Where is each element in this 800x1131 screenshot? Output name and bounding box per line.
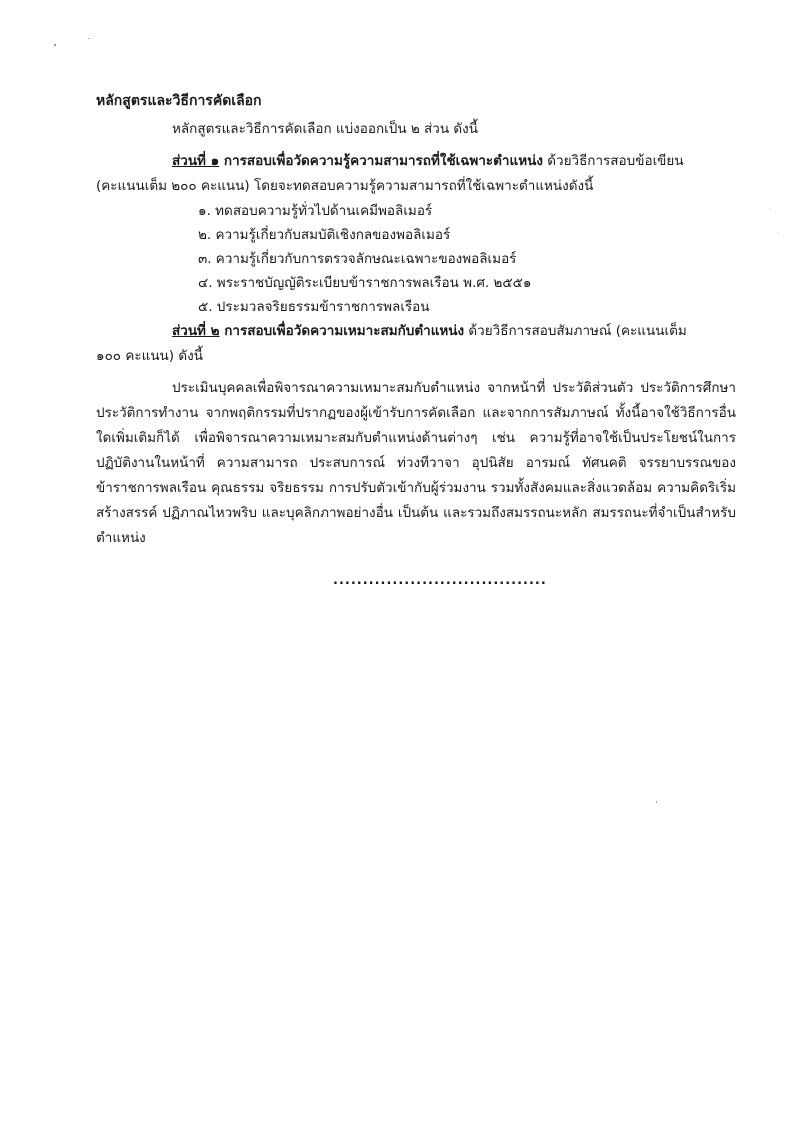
section2-paragraph-text: ประเมินบุคคลเพื่อพิจารณาความเหมาะสมกับตำแหน่ง จากหน้าที่ ประวัติส่วนตัว ประวัติการศึกษา ประวัติการทำงาน จากพฤติกรรมที่ปรากฏของผู้เข้ารับการคัดเลือก และจากการสัมภาษณ์ ทั้งนี้อาจใช้วิธีการอื่นใดเพิ่มเติมก็ได้ เพื่อพิจารณาความเหมาะสมกับตำแหน่งด้านต่างๆ เช่น ความรู้ที่อาจใช้เป็นประโยชน์ในการปฏิบัติงานในหน้าที่ ความสามารถ ประสบการณ์ ท่วงทีวาจา อุปนิสัย อารมณ์ ทัศนคติ จรรยาบรรณของ ข้าราชการพลเรือน คุณธรรม จริยธรรม การปรับตัวเข้ากับผู้ร่วมงาน รวมทั้งสังคมและสิ่งแวดล้อม ความคิดริเริ่ม สร้างสรรค์ ปฏิภาณไหวพริบ และบุคลิกภาพอย่างอื่น เป็นต้น และรวมถึงสมรรถนะหลัก สมรรถนะที่จำเป็นสำหรับ ตำแหน่ง	[96, 380, 736, 546]
section1-item: ๓. ความรู้เกี่ยวกับการตรวจลักษณะเฉพาะของพอลิเมอร์	[198, 251, 517, 267]
section1-method: ด้วยวิธีการสอบข้อเขียน	[542, 153, 684, 169]
section2-method: ด้วยวิธีการสอบสัมภาษณ์ (คะแนนเต็ม	[464, 323, 687, 339]
scan-speck	[656, 801, 657, 803]
document-heading: หลักสูตรและวิธีการคัดเลือก	[96, 93, 262, 109]
scan-speck	[88, 38, 89, 39]
section2-header	[172, 322, 687, 340]
section2-title: การสอบเพื่อวัดความเหมาะสมกับตำแหน่ง	[219, 323, 465, 339]
section1-title: การสอบเพื่อวัดความรู้ความสามารถที่ใช้เฉพาะตำแหน่ง	[219, 153, 543, 169]
end-marker: ....................................	[333, 573, 547, 588]
intro-line: หลักสูตรและวิธีการคัดเลือก แบ่งออกเป็น ๒ ส่วน ดังนี้	[172, 121, 478, 137]
scan-speck	[770, 208, 771, 209]
section2-label: ส่วนที่ ๒	[172, 323, 220, 339]
section1-label: ส่วนที่ ๑	[172, 153, 220, 169]
scan-speck	[54, 44, 56, 46]
section1-description: (คะแนนเต็ม ๒๐๐ คะแนน) โดยจะทดสอบความรู้ความสามารถที่ใช้เฉพาะตำแหน่งดังนี้	[96, 178, 594, 194]
section1-item: ๕. ประมวลจริยธรรมข้าราชการพลเรือน	[198, 299, 430, 315]
section1-item: ๔. พระราชบัญญัติระเบียบข้าราชการพลเรือน พ.ศ. ๒๕๕๑	[198, 275, 532, 291]
section2-paragraph	[96, 376, 736, 551]
scan-speck	[778, 232, 779, 233]
section2-description: ๑๐๐ คะแนน) ดังนี้	[96, 348, 203, 364]
section1-header	[172, 152, 684, 170]
section1-item: ๑. ทดสอบความรู้ทั่วไปด้านเคมีพอลิเมอร์	[198, 203, 433, 219]
section1-item: ๒. ความรู้เกี่ยวกับสมบัติเชิงกลของพอลิเมอร์	[198, 227, 451, 243]
